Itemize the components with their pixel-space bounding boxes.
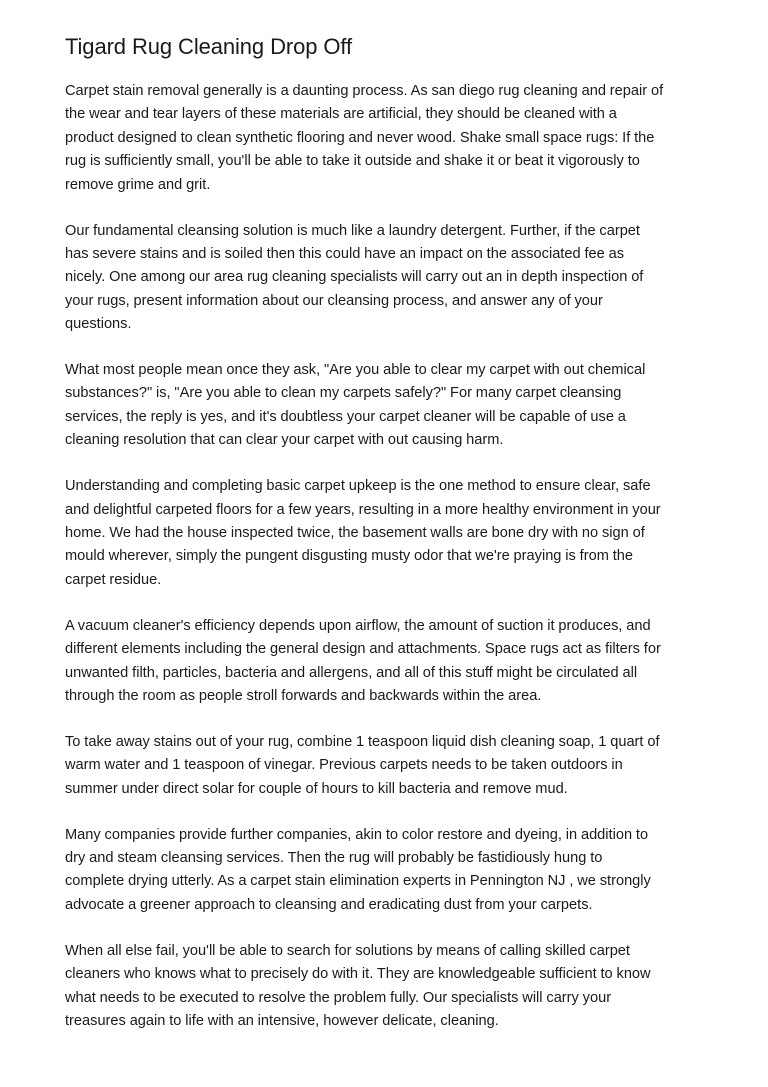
paragraph-5 [65,615,715,709]
paragraph-line: treasures again to life with an intensive, however delicate, cleaning. [65,1012,499,1029]
paragraph-line: A vacuum cleaner's efficiency depends upon airflow, the amount of suction it produces, and [65,617,651,634]
paragraph-line: Understanding and completing basic carpet upkeep is the one method to ensure clear, safe [65,478,651,495]
paragraph-line: has severe stains and is soiled then this could have an impact on the associated fee as [65,245,625,262]
document-page [65,32,715,1056]
paragraph-line: rug is sufficiently small, you'll be able to take it outside and shake it or beat it vigorously to [65,153,640,170]
paragraph-line: your rugs, present information about our cleansing process, and answer any of your [65,292,603,309]
paragraph-line: warm water and 1 teaspoon of vinegar. Previous carpets needs to be taken outdoors in [65,757,623,774]
paragraph-line: dry and steam cleansing services. Then the rug will probably be fastidiously hung to [65,849,603,866]
paragraph-line: summer under direct solar for couple of hours to kill bacteria and remove mud. [65,780,568,797]
paragraph-4 [65,475,715,592]
paragraph-3 [65,359,715,453]
paragraph-line: Carpet stain removal generally is a daunting process. As san diego rug cleaning and repair of [65,83,664,99]
paragraph-line: substances?" is, "Are you able to clean my carpets safely?" For many carpet cleansing [65,385,622,402]
paragraph-line: cleaners who knows what to precisely do with it. They are knowledgeable sufficient to know [65,966,651,983]
paragraph-7 [65,824,715,918]
paragraph-line: mould wherever, simply the pungent disgusting musty odor that we're praying is from the [65,548,634,565]
paragraph-line: Our fundamental cleansing solution is much like a laundry detergent. Further, if the carpet [65,222,640,239]
paragraph-line: When all else fail, you'll be able to search for solutions by means of calling skilled carpet [65,942,630,959]
paragraph-line: advocate a greener approach to cleansing and eradicating dust from your carpets. [65,896,593,913]
paragraph-line: different elements including the general design and attachments. Space rugs act as filters for [65,641,661,658]
paragraph-line: questions. [65,316,132,333]
paragraph-line: To take away stains out of your rug, combine 1 teaspoon liquid dish cleaning soap, 1 quart of [65,733,660,750]
paragraph-line: and delightful carpeted floors for a few years, resulting in a more healthy environment in your [65,501,661,518]
paragraph-line: nicely. One among our area rug cleaning specialists will carry out an in depth inspection of [65,269,644,286]
paragraph-line: home. We had the house inspected twice, the basement walls are bone dry with no sign of [65,525,645,541]
paragraph-2 [65,220,715,337]
paragraph-line: remove grime and grit. [65,176,211,193]
paragraph-line: cleaning resolution that can clear your carpet with out causing harm. [65,432,504,449]
paragraph-1 [65,80,715,197]
paragraph-line: product designed to clean synthetic flooring and never wood. Shake small space rugs: If the [65,129,655,146]
paragraph-line: what needs to be executed to resolve the problem fully. Our specialists will carry your [65,989,612,1006]
paragraph-line: Many companies provide further companies, akin to color restore and dyeing, in addition to [65,826,649,843]
paragraph-line: through the room as people stroll forwards and backwards within the area. [65,687,542,704]
paragraph-8 [65,940,715,1034]
page-title: Tigard Rug Cleaning Drop Off [65,34,353,59]
paragraph-line: the wear and tear layers of these materials are artificial, they should be cleaned with a [65,106,617,123]
paragraph-line: What most people mean once they ask, "Are you able to clear my carpet with out chemical [65,362,646,379]
paragraph-line: carpet residue. [65,571,162,588]
paragraph-line: unwanted filth, particles, bacteria and allergens, and all of this stuff might be circulated all [65,664,638,681]
paragraph-6 [65,731,715,801]
paragraph-line: complete drying utterly. As a carpet stain elimination experts in Pennington NJ , we strongly [65,873,651,890]
paragraph-line: services, the reply is yes, and it's doubtless your carpet cleaner will be capable of use a [65,408,626,425]
